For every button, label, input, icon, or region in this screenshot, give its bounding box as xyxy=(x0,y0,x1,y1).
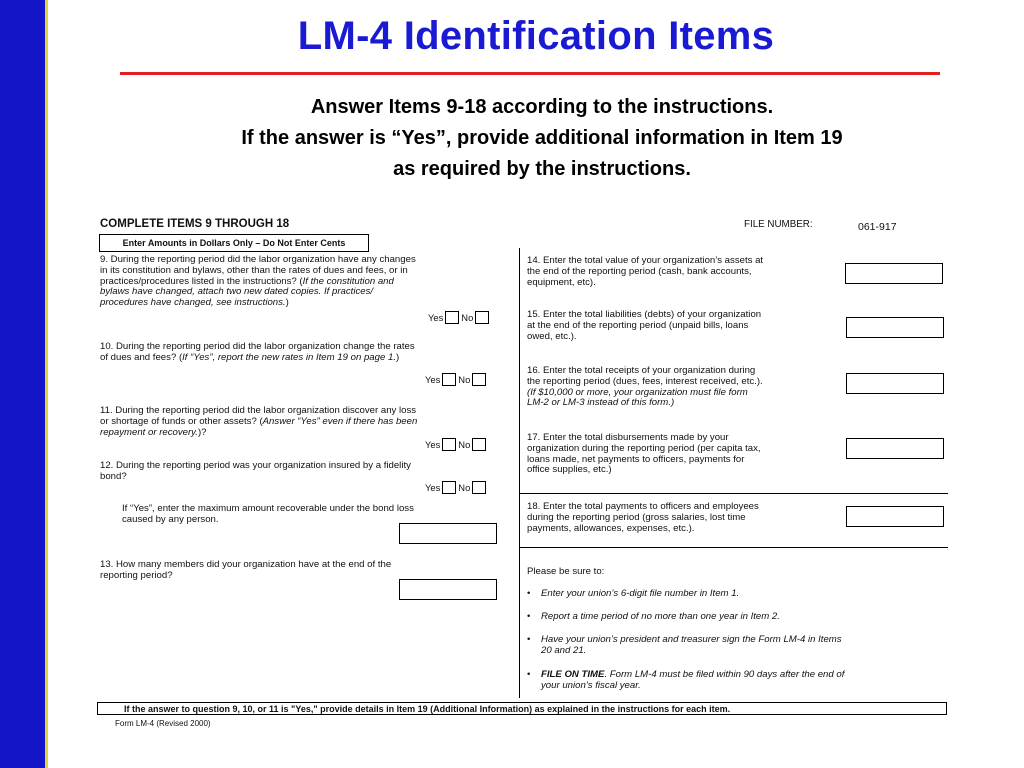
item-14: 14. Enter the total value of your organization’s assets at the end of the reporting period (cash, bank accounts, equipment, etc). xyxy=(527,255,764,288)
subtitle-line-3: as required by the instructions. xyxy=(393,158,691,180)
item-18: 18. Enter the total payments to officers and employees during the reporting period (gross salaries, lost time payments, allowances, expenses, etc.). xyxy=(527,501,759,534)
item-16-receipts-field[interactable] xyxy=(846,373,944,394)
item-10: 10. During the reporting period did the labor organization change the rates of dues and fees? (If “Yes”, report the new rates in Item 19 on page 1.) xyxy=(100,341,415,363)
item-12: 12. During the reporting period was your organization insured by a fidelity bond? xyxy=(100,460,411,482)
form-footer: Form LM-4 (Revised 2000) xyxy=(115,719,211,728)
item-9: 9. During the reporting period did the labor organization have any changes in its constitution and bylaws, other than the rates of dues and fees, or in practices/procedures listed in the instructions? (If the constitution and bylaws have changed, attach two new dated copies. If practices/ procedures have changed, see instructions.) xyxy=(100,254,416,309)
item-14-assets-field[interactable] xyxy=(845,263,943,284)
right-separator-1 xyxy=(519,493,948,494)
amount-note: Enter Amounts in Dollars Only – Do Not Enter Cents xyxy=(99,234,369,252)
item-12-yes-no: Yes No xyxy=(425,481,486,494)
item-16: 16. Enter the total receipts of your organization during the reporting period (dues, fees, interest received, etc.). (If $10,000 or more, your organization must file form LM-2 or LM-3 instead of this form.) xyxy=(527,365,763,409)
reminder-3: • Have your union’s president and treasurer sign the Form LM-4 in Items 20 and 21. xyxy=(541,635,842,657)
item-15-liabilities-field[interactable] xyxy=(846,317,944,338)
item-9-yes-checkbox[interactable] xyxy=(445,311,459,324)
item-12-no-checkbox[interactable] xyxy=(472,481,486,494)
item-12-bond-amount-label: If “Yes”, enter the maximum amount recoverable under the bond loss caused by any person. xyxy=(122,503,414,525)
item-10-yes-checkbox[interactable] xyxy=(442,373,456,386)
file-number-value: 061-917 xyxy=(858,221,897,233)
item-11-no-checkbox[interactable] xyxy=(472,438,486,451)
item-17: 17. Enter the total disbursements made by your organization during the reporting period (per capita tax, loans made, net payments to officers, payments for office supplies, etc.) xyxy=(527,432,761,476)
reminders-heading: Please be sure to: xyxy=(527,566,605,577)
item-12-bond-amount-field[interactable] xyxy=(399,523,497,544)
subtitle-line-1: Answer Items 9-18 according to the instructions. xyxy=(310,96,774,118)
file-number-label: FILE NUMBER: xyxy=(744,219,813,230)
right-separator-2 xyxy=(519,547,948,548)
item-12-yes-checkbox[interactable] xyxy=(442,481,456,494)
bottom-instruction: If the answer to question 9, 10, or 11 is "Yes," provide details in Item 19 (Additional Information) as explained in the instructions for each item. xyxy=(97,702,947,715)
item-15: 15. Enter the total liabilities (debts) of your organization at the end of the reporting period (unpaid bills, loans owed, etc.). xyxy=(527,309,762,342)
item-17-disbursements-field[interactable] xyxy=(846,438,944,459)
item-10-no-checkbox[interactable] xyxy=(472,373,486,386)
column-divider xyxy=(519,248,520,698)
reminder-4: • FILE ON TIME. Form LM-4 must be filed within 90 days after the end of your union’s fiscal year. xyxy=(541,670,844,692)
form-header: COMPLETE ITEMS 9 THROUGH 18 xyxy=(100,218,290,230)
item-11-yes-checkbox[interactable] xyxy=(442,438,456,451)
item-10-yes-no: Yes No xyxy=(425,373,486,386)
slide-title: LM-4 Identification Items xyxy=(297,14,775,58)
item-13-members-field[interactable] xyxy=(399,579,497,600)
item-11-yes-no: Yes No xyxy=(425,438,486,451)
item-11: 11. During the reporting period did the labor organization discover any loss or shortage of funds or other assets? (Answer “Yes” even if there has been repayment or recovery.)? xyxy=(100,405,418,438)
item-18-payments-field[interactable] xyxy=(846,506,944,527)
item-9-no-checkbox[interactable] xyxy=(475,311,489,324)
item-13: 13. How many members did your organization have at the end of the reporting period? xyxy=(100,559,392,581)
item-9-yes-no: Yes No xyxy=(428,311,489,324)
reminder-2: • Report a time period of no more than one year in Item 2. xyxy=(541,612,780,623)
subtitle-line-2: If the answer is “Yes”, provide additional information in Item 19 xyxy=(241,127,843,149)
reminder-1: • Enter your union’s 6-digit file number in Item 1. xyxy=(541,589,739,600)
